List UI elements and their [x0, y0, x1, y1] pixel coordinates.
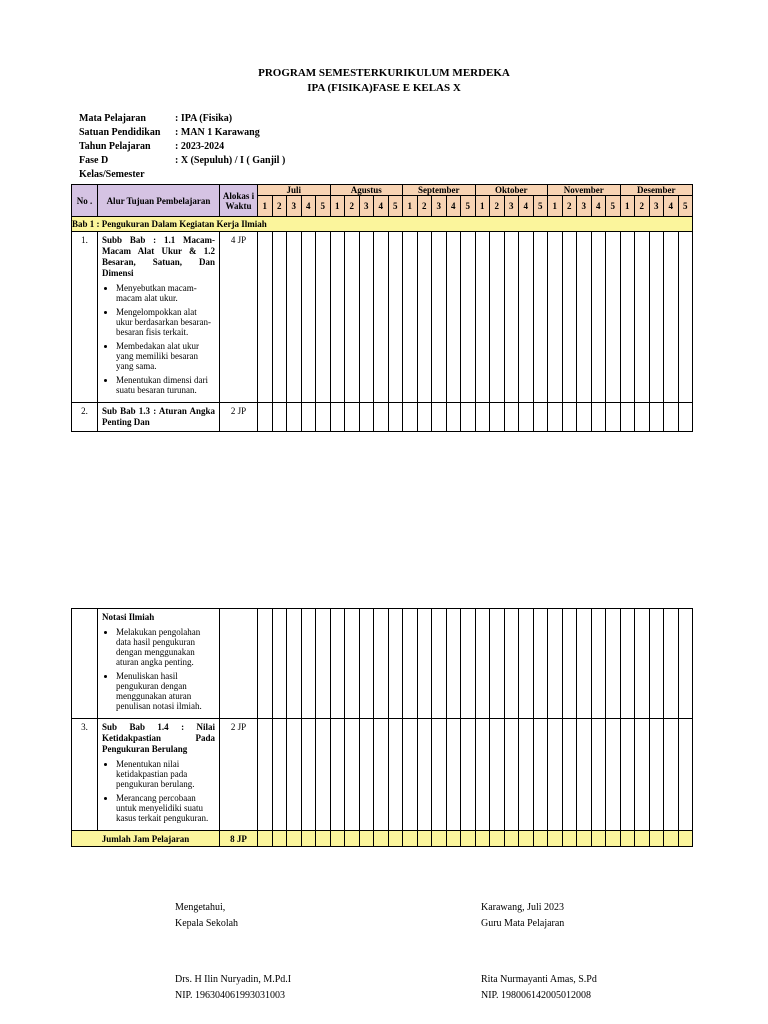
week-cell — [533, 403, 548, 432]
week-cell — [417, 831, 432, 847]
week-number: 5 — [388, 196, 403, 217]
week-cell — [533, 719, 548, 831]
week-cell — [504, 232, 519, 403]
week-cell — [519, 232, 534, 403]
week-number: 5 — [533, 196, 548, 217]
week-cell — [678, 831, 693, 847]
row-number: 1. — [72, 232, 98, 403]
week-cell — [591, 719, 606, 831]
week-cell — [403, 831, 418, 847]
week-cell — [490, 831, 505, 847]
week-cell — [287, 403, 302, 432]
week-cell — [620, 831, 635, 847]
info-value: : X (Sepuluh) / I ( Ganjil ) — [175, 155, 286, 166]
week-cell — [678, 232, 693, 403]
week-cell — [562, 403, 577, 432]
header-row — [72, 185, 693, 196]
objective-item: • Membedakan alat ukur yang memiliki besaran yang sama. — [116, 341, 215, 371]
week-number: 2 — [417, 196, 432, 217]
row-number: 2. — [72, 403, 98, 432]
week-cell — [548, 403, 563, 432]
sig-left-name: Drs. H Ilin Nuryadin, M.Pd.I — [175, 974, 292, 985]
week-cell — [330, 232, 345, 403]
month-header: Desember — [620, 185, 693, 196]
week-cell — [504, 403, 519, 432]
week-number: 1 — [548, 196, 563, 217]
week-cell — [490, 719, 505, 831]
week-number: 4 — [374, 196, 389, 217]
sig-right-name: Rita Nurmayanti Amas, S.Pd — [481, 974, 597, 985]
week-cell — [446, 609, 461, 719]
week-cell — [345, 403, 360, 432]
week-cell — [403, 403, 418, 432]
week-cell — [475, 232, 490, 403]
week-cell — [635, 719, 650, 831]
week-cell — [577, 609, 592, 719]
time-allocation: 2 JP — [220, 403, 258, 432]
chapter-title: Bab 1 : Pengukuran Dalam Kegiatan Kerja Ilmiah — [72, 217, 693, 232]
week-cell — [664, 609, 679, 719]
week-cell — [606, 232, 621, 403]
signature-left — [175, 900, 238, 932]
week-cell — [606, 609, 621, 719]
week-cell — [345, 719, 360, 831]
objective-item: • Melakukan pengolahan data hasil pengukuran dengan menggunakan aturan angka penting. — [116, 627, 215, 667]
time-allocation: 2 JP — [220, 719, 258, 831]
week-cell — [388, 831, 403, 847]
week-cell — [678, 403, 693, 432]
week-cell — [359, 403, 374, 432]
week-cell — [664, 232, 679, 403]
week-cell — [635, 831, 650, 847]
program-table-part1 — [71, 184, 693, 432]
week-cell — [301, 232, 316, 403]
week-cell — [287, 609, 302, 719]
week-cell — [374, 609, 389, 719]
month-header: Juli — [258, 185, 331, 196]
week-cell — [577, 719, 592, 831]
col-header-no — [72, 185, 98, 217]
week-number: 2 — [272, 196, 287, 217]
week-cell — [359, 719, 374, 831]
info-block — [79, 112, 285, 182]
week-number: 3 — [504, 196, 519, 217]
week-cell — [417, 232, 432, 403]
week-number: 3 — [287, 196, 302, 217]
week-cell — [461, 719, 476, 831]
week-cell — [316, 831, 331, 847]
info-value: : IPA (Fisika) — [175, 113, 233, 124]
objective-list — [102, 283, 215, 395]
learning-objective-cell — [98, 403, 220, 432]
week-number: 4 — [664, 196, 679, 217]
table-row — [72, 403, 693, 432]
sig-right-line1: Karawang, Juli 2023 — [481, 902, 565, 913]
week-cell — [388, 232, 403, 403]
week-cell — [548, 232, 563, 403]
info-value: : MAN 1 Karawang — [175, 127, 260, 138]
week-cell — [359, 609, 374, 719]
week-cell — [620, 232, 635, 403]
learning-objective-cell — [98, 609, 220, 719]
week-cell — [432, 403, 447, 432]
week-number: 4 — [591, 196, 606, 217]
week-cell — [678, 609, 693, 719]
sig-left-nip: NIP. 196304061993031003 — [175, 990, 286, 1001]
week-number: 4 — [519, 196, 534, 217]
month-header: Agustus — [330, 185, 403, 196]
week-number: 3 — [649, 196, 664, 217]
table-row — [72, 232, 693, 403]
week-cell — [301, 609, 316, 719]
objective-item: • Menyebutkan macam-macam alat ukur. — [116, 283, 215, 303]
objective-list — [102, 759, 215, 823]
week-cell — [533, 609, 548, 719]
objective-item: • Menentukan nilai ketidakpastian pada pengukuran berulang. — [116, 759, 215, 789]
week-cell — [475, 831, 490, 847]
week-cell — [475, 719, 490, 831]
week-number: 2 — [635, 196, 650, 217]
table-row — [72, 609, 693, 719]
sub-chapter-title: Sub Bab 1.3 : Aturan Angka Penting Dan — [102, 406, 215, 427]
week-cell — [446, 831, 461, 847]
week-cell — [359, 831, 374, 847]
week-cell — [577, 232, 592, 403]
week-cell — [432, 609, 447, 719]
week-cell — [635, 403, 650, 432]
table-row — [72, 719, 693, 831]
info-label: Satuan Pendidikan — [79, 127, 161, 138]
week-cell — [649, 232, 664, 403]
week-cell — [345, 609, 360, 719]
week-cell — [649, 719, 664, 831]
info-row — [79, 140, 285, 154]
week-cell — [519, 831, 534, 847]
week-number: 3 — [577, 196, 592, 217]
sub-chapter-title: Sub Bab 1.4 : Nilai Ketidakpastian Pada Pengukuran Berulang — [102, 722, 215, 754]
week-cell — [664, 719, 679, 831]
week-cell — [316, 403, 331, 432]
signature-right-name — [481, 972, 597, 1004]
row-number — [72, 609, 98, 719]
week-cell — [490, 232, 505, 403]
week-cell — [635, 232, 650, 403]
week-cell — [606, 403, 621, 432]
objective-item: • Menentukan dimensi dari suatu besaran turunan. — [116, 375, 215, 395]
month-header: November — [548, 185, 621, 196]
week-cell — [388, 403, 403, 432]
week-cell — [664, 831, 679, 847]
week-cell — [533, 232, 548, 403]
week-cell — [287, 232, 302, 403]
sub-chapter-title: Notasi Ilmiah — [102, 612, 155, 622]
week-cell — [562, 719, 577, 831]
week-cell — [562, 609, 577, 719]
week-number: 1 — [403, 196, 418, 217]
week-cell — [417, 609, 432, 719]
week-cell — [417, 719, 432, 831]
week-cell — [258, 609, 273, 719]
week-cell — [287, 831, 302, 847]
week-cell — [258, 831, 273, 847]
week-cell — [374, 403, 389, 432]
week-cell — [432, 232, 447, 403]
week-cell — [620, 609, 635, 719]
week-cell — [330, 609, 345, 719]
week-cell — [678, 719, 693, 831]
week-cell — [562, 232, 577, 403]
week-cell — [606, 831, 621, 847]
week-cell — [272, 609, 287, 719]
week-cell — [359, 232, 374, 403]
info-row — [79, 154, 285, 182]
week-cell — [591, 232, 606, 403]
week-number: 5 — [316, 196, 331, 217]
week-cell — [417, 403, 432, 432]
week-cell — [461, 403, 476, 432]
week-number: 5 — [606, 196, 621, 217]
info-label: Fase D Kelas/Semester — [79, 155, 145, 180]
total-label: Jumlah Jam Pelajaran — [72, 831, 220, 847]
week-cell — [519, 403, 534, 432]
week-cell — [606, 719, 621, 831]
info-label: Tahun Pelajaran — [79, 141, 151, 152]
week-number: 5 — [678, 196, 693, 217]
week-cell — [461, 609, 476, 719]
col-header-time: Alokas i Waktu — [220, 185, 258, 217]
week-cell — [301, 719, 316, 831]
week-cell — [446, 403, 461, 432]
week-cell — [345, 831, 360, 847]
week-cell — [316, 609, 331, 719]
week-cell — [649, 609, 664, 719]
week-cell — [591, 403, 606, 432]
week-number: 3 — [432, 196, 447, 217]
week-number: 1 — [258, 196, 273, 217]
sig-left-line1: Mengetahui, — [175, 902, 226, 913]
week-cell — [548, 719, 563, 831]
week-cell — [504, 609, 519, 719]
week-cell — [475, 403, 490, 432]
week-cell — [649, 831, 664, 847]
week-cell — [272, 232, 287, 403]
week-number: 4 — [301, 196, 316, 217]
week-cell — [504, 719, 519, 831]
week-number: 5 — [461, 196, 476, 217]
week-cell — [519, 609, 534, 719]
week-number: 2 — [345, 196, 360, 217]
week-cell — [316, 719, 331, 831]
info-value: : 2023-2024 — [175, 141, 225, 152]
week-cell — [591, 831, 606, 847]
row-number: 3. — [72, 719, 98, 831]
week-cell — [635, 609, 650, 719]
time-allocation — [220, 609, 258, 719]
week-cell — [388, 609, 403, 719]
week-cell — [490, 609, 505, 719]
sig-left-line2: Kepala Sekolah — [175, 918, 239, 929]
week-cell — [548, 609, 563, 719]
week-cell — [432, 719, 447, 831]
col-header-no-text: No . — [76, 195, 93, 206]
week-cell — [272, 831, 287, 847]
objective-list — [102, 627, 215, 711]
signature-left-name — [175, 972, 291, 1004]
week-cell — [461, 831, 476, 847]
week-cell — [591, 609, 606, 719]
week-cell — [533, 831, 548, 847]
week-cell — [446, 232, 461, 403]
sig-right-nip: NIP. 198006142005012008 — [481, 990, 592, 1001]
week-cell — [577, 403, 592, 432]
week-cell — [287, 719, 302, 831]
week-cell — [345, 232, 360, 403]
week-cell — [301, 403, 316, 432]
objective-item: • Merancang percobaan untuk menyelidiki suatu kasus terkait pengukuran. — [116, 793, 215, 823]
sub-chapter-title: Subb Bab : 1.1 Macam-Macam Alat Ukur & 1.2 Besaran, Satuan, Dan Dimensi — [102, 235, 215, 278]
col-header-atp: Alur Tujuan Pembelajaran — [98, 185, 220, 217]
week-cell — [374, 831, 389, 847]
info-row — [79, 126, 285, 140]
week-cell — [649, 403, 664, 432]
total-value: 8 JP — [220, 831, 258, 847]
objective-item: • Menuliskan hasil pengukuran dengan menggunakan aturan penulisan notasi ilmiah. — [116, 671, 215, 711]
document-title: PROGRAM SEMESTERKURIKULUM MERDEKA — [258, 67, 510, 79]
week-number: 2 — [562, 196, 577, 217]
info-row — [79, 112, 285, 126]
week-cell — [301, 831, 316, 847]
week-cell — [664, 403, 679, 432]
sig-right-line2: Guru Mata Pelajaran — [481, 918, 565, 929]
learning-objective-cell — [98, 232, 220, 403]
signature-right — [481, 900, 564, 932]
week-cell — [374, 719, 389, 831]
week-cell — [388, 719, 403, 831]
week-cell — [374, 232, 389, 403]
week-number: 1 — [620, 196, 635, 217]
week-number: 4 — [446, 196, 461, 217]
week-cell — [272, 403, 287, 432]
week-cell — [432, 831, 447, 847]
week-cell — [620, 403, 635, 432]
week-cell — [461, 232, 476, 403]
month-header: September — [403, 185, 476, 196]
week-cell — [330, 831, 345, 847]
week-cell — [316, 232, 331, 403]
week-number: 3 — [359, 196, 374, 217]
learning-objective-cell — [98, 719, 220, 831]
week-number: 2 — [490, 196, 505, 217]
week-cell — [403, 719, 418, 831]
week-cell — [446, 719, 461, 831]
week-cell — [577, 831, 592, 847]
week-cell — [403, 232, 418, 403]
week-cell — [403, 609, 418, 719]
week-cell — [504, 831, 519, 847]
program-table-part2 — [71, 608, 693, 847]
week-cell — [548, 831, 563, 847]
week-cell — [330, 403, 345, 432]
week-cell — [475, 609, 490, 719]
objective-item: • Mengelompokkan alat ukur berdasarkan besaran-besaran fisis terkait. — [116, 307, 215, 337]
info-label: Mata Pelajaran — [79, 113, 146, 124]
week-cell — [258, 232, 273, 403]
time-allocation: 4 JP — [220, 232, 258, 403]
week-cell — [330, 719, 345, 831]
week-cell — [258, 719, 273, 831]
week-cell — [562, 831, 577, 847]
week-cell — [258, 403, 273, 432]
document-subtitle: IPA (FISIKA)FASE E KELAS X — [307, 82, 461, 94]
month-header: Oktober — [475, 185, 548, 196]
week-cell — [272, 719, 287, 831]
week-number: 1 — [475, 196, 490, 217]
total-row — [72, 831, 693, 847]
week-cell — [490, 403, 505, 432]
week-number: 1 — [330, 196, 345, 217]
chapter-row — [72, 217, 693, 232]
week-cell — [519, 719, 534, 831]
week-cell — [620, 719, 635, 831]
